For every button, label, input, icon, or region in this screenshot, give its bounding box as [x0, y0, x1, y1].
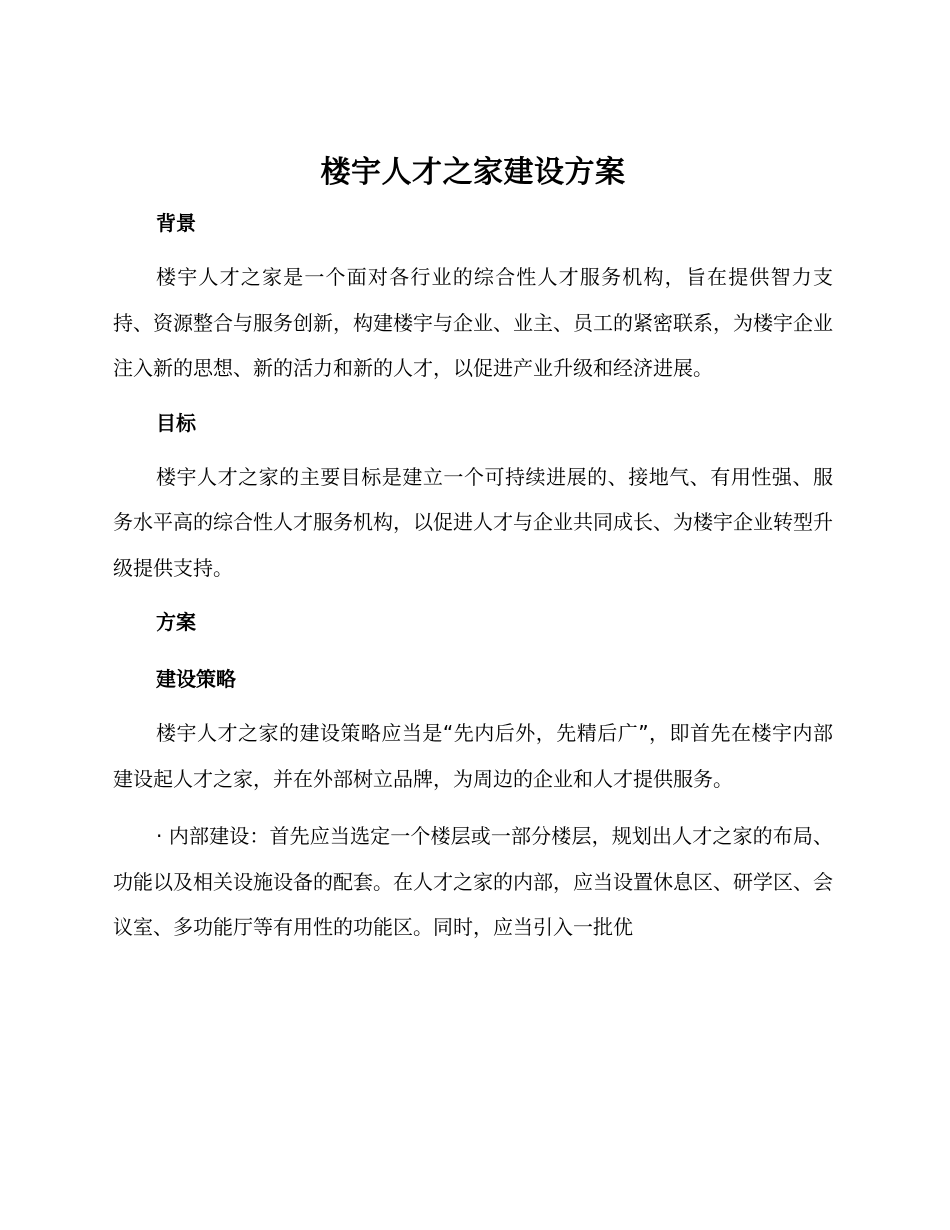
paragraph-background: 楼宇人才之家是一个面对各行业的综合性人才服务机构，旨在提供智力支持、资源整合与服务创新，构建楼宇与企业、业主、员工的紧密联系，为楼宇企业注入新的思想、新的活力和新的人才，以促进产业升级和经济进展。 — [113, 265, 833, 380]
section-heading-plan: 方案 — [156, 610, 196, 634]
paragraph-internal-construction: · 内部建设：首先应当选定一个楼层或一部分楼层，规划出人才之家的布局、功能以及相关设施设备的配套。在人才之家的内部，应当设置休息区、研学区、会议室、多功能厅等有用性的功能区。同时，应当引入一批优 — [113, 824, 833, 939]
paragraph-goal: 楼宇人才之家的主要目标是建立一个可持续进展的、接地气、有用性强、服务水平高的综合性人才服务机构，以促进人才与企业共同成长、为楼宇企业转型升级提供支持。 — [113, 464, 833, 580]
document-title: 楼宇人才之家建设方案 — [320, 155, 626, 190]
document-content — [113, 150, 833, 951]
paragraph-strategy: 楼宇人才之家的建设策略应当是“先内后外，先精后广”，即首先在楼宇内部建设起人才之家，并在外部树立品牌，为周边的企业和人才提供服务。 — [113, 721, 833, 791]
section-heading-strategy: 建设策略 — [156, 667, 236, 691]
section-heading-goal: 目标 — [156, 410, 196, 435]
section-heading-background: 背景 — [156, 211, 196, 235]
